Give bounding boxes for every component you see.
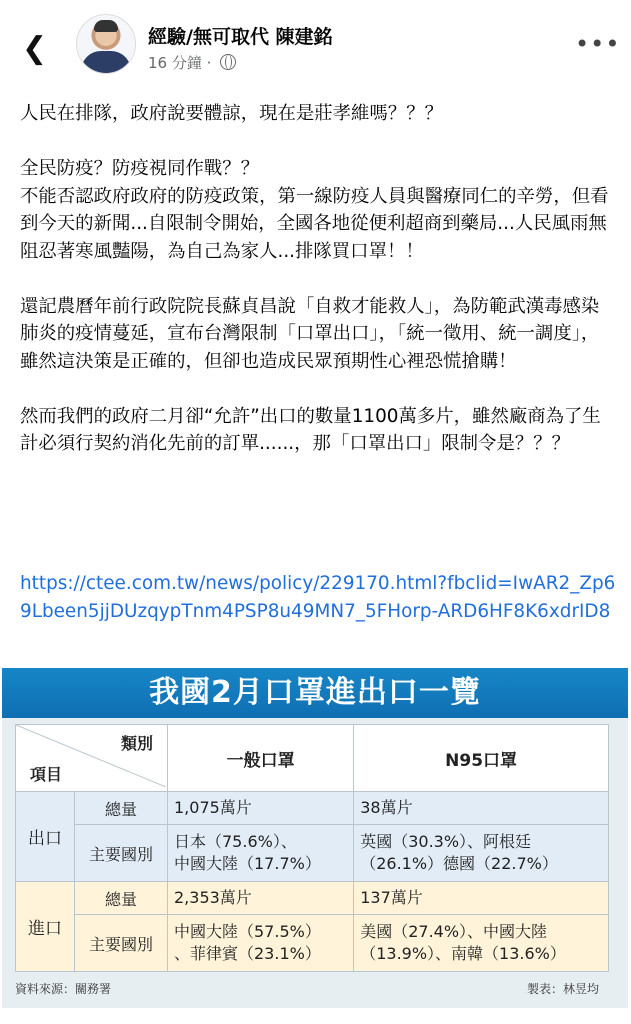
- avatar[interactable]: [76, 14, 136, 74]
- post-paragraph: 全民防疫？防疫視同作戰？？ 不能否認政府政府的防疫政策，第一線防疫人員與醫療同仁的辛勞，但看到今天的新聞...自限制令開始，全國各地從便利超商到藥局...人民風雨無阻忍著寒風豔陽，為自己為家人...排隊買口罩！！: [20, 158, 609, 262]
- avatar-hair: [94, 20, 118, 32]
- globe-icon: [220, 54, 236, 70]
- meta-separator: ·: [206, 54, 212, 72]
- graphic-maker: 製表：林昱均: [526, 982, 599, 996]
- export-country-general: 日本（75.6%）、 中國大陸（17.7%）: [168, 825, 354, 882]
- page-name[interactable]: 經驗/無可取代 陳建銘: [148, 26, 333, 48]
- table-row: [16, 825, 609, 882]
- post-body: [20, 100, 615, 485]
- row-label-total: 總量: [75, 792, 168, 825]
- export-total-general: 1,075萬片: [168, 792, 354, 825]
- import-country-n95: 美國（27.4%）、中國大陸 （13.9%）、南韓（13.6%）: [354, 915, 609, 972]
- post-paragraph: 人民在排隊，政府說要體諒，現在是莊孝維嗎？？？: [20, 103, 443, 124]
- post-link[interactable]: https://ctee.com.tw/news/policy/229170.html?fbclid=IwAR2_Zp69Lbeen5jjDUzqypTnm4PSP8u49MN7_5FHorp-ARD6HF8K6xdrID8: [20, 573, 616, 622]
- table-row: [16, 882, 609, 915]
- graphic-footer: [15, 980, 609, 997]
- post-header: [0, 0, 631, 90]
- import-group-label: 進口: [16, 882, 75, 972]
- mask-trade-graphic[interactable]: [2, 668, 628, 1008]
- more-options-icon[interactable]: •••: [575, 30, 621, 58]
- table-corner-cell: [16, 725, 168, 792]
- column-header-general: 一般口罩: [168, 725, 354, 792]
- post-meta: [148, 52, 236, 73]
- post-paragraph: 還記農曆年前行政院院長蘇貞昌說「自救才能救人」，為防範武漢毒感染肺炎的疫情蔓延，宣布台灣限制「口罩出口」，「統一徵用、統一調度」，雖然這決策是正確的，但卻也造成民眾預期性心裡恐慌搶購！: [20, 295, 600, 372]
- export-group-label: 出口: [16, 792, 75, 882]
- graphic-source: 資料來源：關務署: [15, 982, 112, 996]
- corner-category-label: 類別: [120, 734, 153, 753]
- import-total-general: 2,353萬片: [168, 882, 354, 915]
- row-label-country: 主要國別: [75, 825, 168, 882]
- table-row: [16, 915, 609, 972]
- graphic-title: 我國2月口罩進出口一覽: [2, 668, 628, 718]
- table-row: [16, 792, 609, 825]
- mask-trade-table: [15, 724, 609, 972]
- column-header-n95: N95口罩: [354, 725, 609, 792]
- import-country-general: 中國大陸（57.5%） 、菲律賓（23.1%）: [168, 915, 354, 972]
- back-arrow-icon[interactable]: ❮: [22, 31, 48, 66]
- export-country-n95: 英國（30.3%）、阿根廷 （26.1%）德國（22.7%）: [354, 825, 609, 882]
- corner-item-label: 項目: [30, 765, 63, 784]
- row-label-country: 主要國別: [75, 915, 168, 972]
- avatar-suit: [81, 51, 131, 74]
- post-paragraph: 然而我們的政府二月卻“允許”出口的數量1100萬多片，雖然廠商為了生計必須行契約消化先前的訂單......，那「口罩出口」限制令是？？？: [20, 405, 601, 454]
- export-total-n95: 38萬片: [354, 792, 609, 825]
- post-time[interactable]: 16 分鐘: [148, 54, 202, 72]
- import-total-n95: 137萬片: [354, 882, 609, 915]
- table-header-row: [16, 725, 609, 792]
- row-label-total: 總量: [75, 882, 168, 915]
